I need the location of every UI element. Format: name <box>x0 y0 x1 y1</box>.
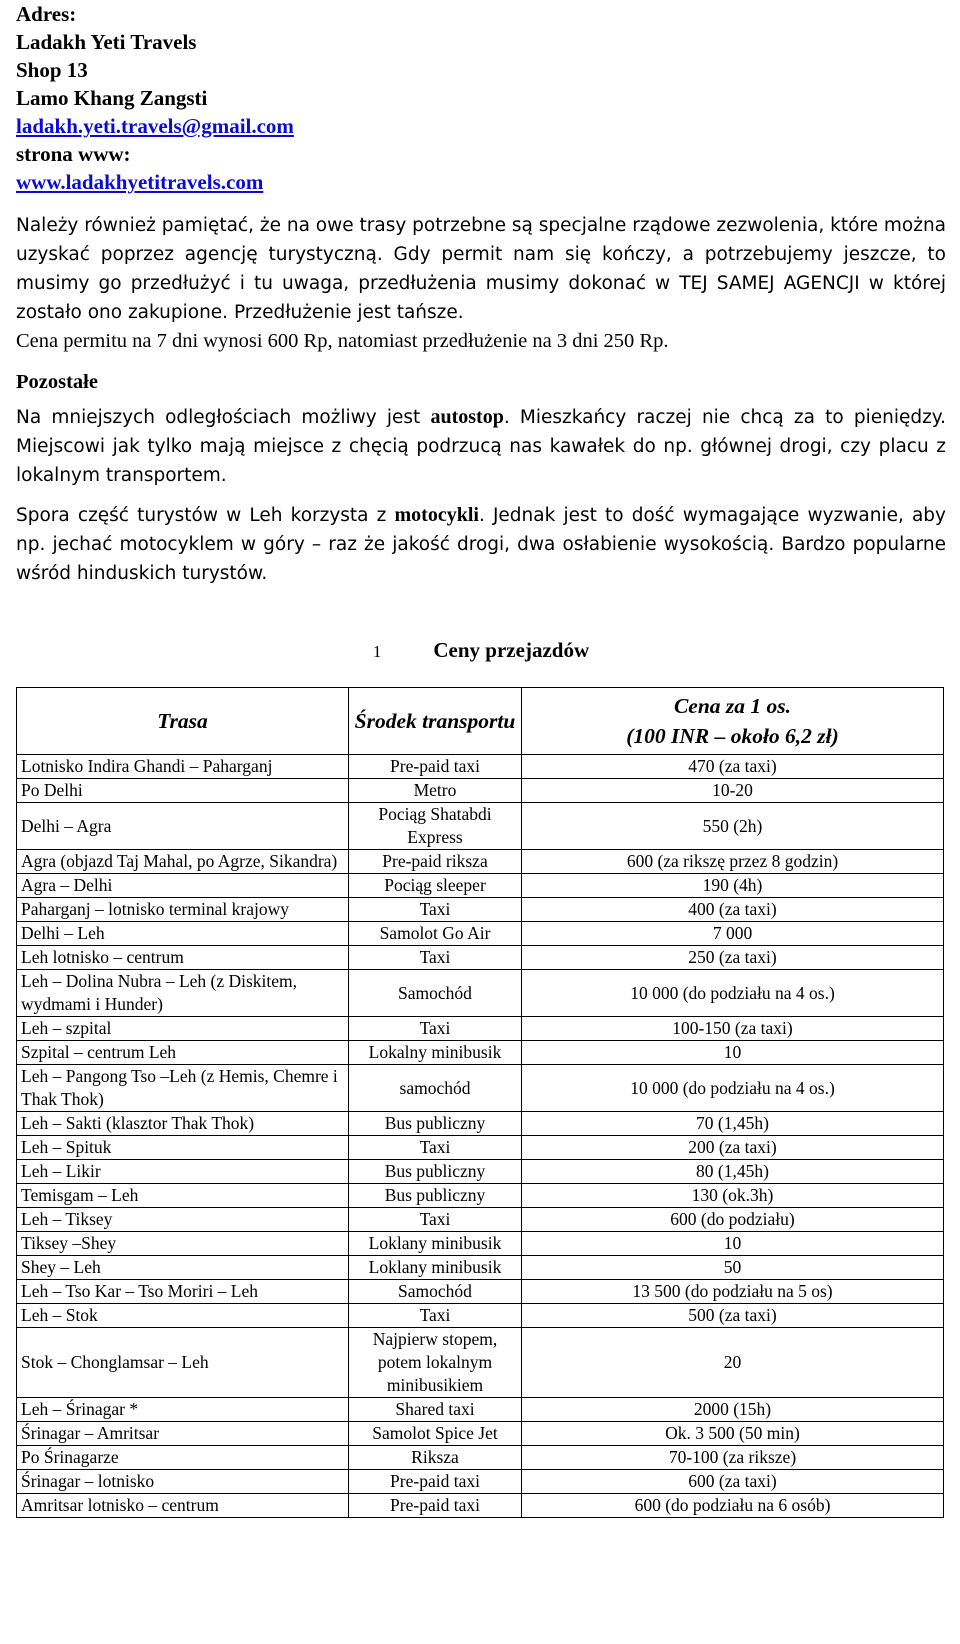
cell-route: Lotnisko Indira Ghandi – Paharganj <box>17 755 349 779</box>
cell-price: 600 (do podziału) <box>522 1208 944 1232</box>
cell-route: Leh – Sakti (klasztor Thak Thok) <box>17 1112 349 1136</box>
cell-transport: Samochód <box>349 970 522 1017</box>
cell-transport: Loklany minibusik <box>349 1256 522 1280</box>
cell-transport: Pre-paid riksza <box>349 850 522 874</box>
table-row <box>17 898 944 922</box>
cell-transport: Pociąg sleeper <box>349 874 522 898</box>
cell-price: 130 (ok.3h) <box>522 1184 944 1208</box>
cell-route: Szpital – centrum Leh <box>17 1041 349 1065</box>
cell-route: Śrinagar – lotnisko <box>17 1470 349 1494</box>
table-row <box>17 874 944 898</box>
table-row <box>17 922 944 946</box>
cell-price: 470 (za taxi) <box>522 755 944 779</box>
header-price <box>522 688 944 755</box>
cell-route: Agra – Delhi <box>17 874 349 898</box>
table-row <box>17 1494 944 1518</box>
table-row <box>17 1112 944 1136</box>
agency-street: Lamo Khang Zangsti <box>16 86 208 110</box>
cell-price: 10 000 (do podziału na 4 os.) <box>522 1065 944 1112</box>
table-row <box>17 1304 944 1328</box>
cell-transport: Shared taxi <box>349 1398 522 1422</box>
cell-transport: samochód <box>349 1065 522 1112</box>
cell-transport: Taxi <box>349 1136 522 1160</box>
table-row <box>17 1470 944 1494</box>
cell-route: Amritsar lotnisko – centrum <box>17 1494 349 1518</box>
cell-route: Leh lotnisko – centrum <box>17 946 349 970</box>
moto-text-end: . Jednak jest to dość wymagające wyzwanie, aby np. jechać motocyklem w góry – raz że jakość drogi, dwa osłabienie wysokością. Bardzo popularne wśród hinduskich turystów. <box>16 505 946 584</box>
table-row <box>17 1256 944 1280</box>
cell-transport: Taxi <box>349 1017 522 1041</box>
address-heading: Adres: <box>16 2 77 26</box>
table-row <box>17 1017 944 1041</box>
table-row <box>17 1232 944 1256</box>
permit-paragraph: Należy również pamiętać, że na owe trasy potrzebne są specjalne rządowe zezwolenia, które można uzyskać poprzez agencję turystyczną. Gdy permit nam się kończy, a potrzebujemy jeszcze, to musimy go przedłużyć i tu uwaga, przedłużenia musimy dokonać w TEJ SAMEJ AGENCJI w której zostało ono zakupione. Przedłużenie jest tańsze. <box>16 215 947 323</box>
cell-price: 190 (4h) <box>522 874 944 898</box>
header-price-line2: (100 INR – około 6,2 zł) <box>626 724 839 748</box>
cell-route: Leh – Pangong Tso –Leh (z Hemis, Chemre i Thak Thok) <box>17 1065 349 1112</box>
table-row <box>17 803 944 850</box>
table-row <box>17 1422 944 1446</box>
cell-transport: Bus publiczny <box>349 1112 522 1136</box>
cell-route: Leh – Tiksey <box>17 1208 349 1232</box>
section-title <box>16 638 946 663</box>
cell-price: 10 000 (do podziału na 4 os.) <box>522 970 944 1017</box>
cell-price: 100-150 (za taxi) <box>522 1017 944 1041</box>
cell-price: 600 (do podziału na 6 osób) <box>522 1494 944 1518</box>
table-row <box>17 1398 944 1422</box>
price-table <box>16 687 944 1518</box>
hitch-text-end: . Mieszkańcy raczej nie chcą za to pieniędzy. Miejscowi jak tylko mają miejsce z chęcią podrzucą nas kawałek do np. głównej drogi, czy placu z lokalnym transportem. <box>16 407 946 486</box>
table-row <box>17 946 944 970</box>
section-title-text: Ceny przejazdów <box>433 638 590 662</box>
website-link[interactable]: www.ladakhyetitravels.com <box>16 170 264 194</box>
cell-transport: Taxi <box>349 1208 522 1232</box>
cell-route: Delhi – Agra <box>17 803 349 850</box>
cell-price: 500 (za taxi) <box>522 1304 944 1328</box>
email-link[interactable]: ladakh.yeti.travels@gmail.com <box>16 114 294 138</box>
cell-route: Shey – Leh <box>17 1256 349 1280</box>
table-row <box>17 755 944 779</box>
table-row <box>17 1208 944 1232</box>
cell-route: Temisgam – Leh <box>17 1184 349 1208</box>
cell-route: Leh – Tso Kar – Tso Moriri – Leh <box>17 1280 349 1304</box>
header-transport: Środek transportu <box>349 688 522 755</box>
cell-route: Delhi – Leh <box>17 922 349 946</box>
cell-price: 550 (2h) <box>522 803 944 850</box>
cell-price: Ok. 3 500 (50 min) <box>522 1422 944 1446</box>
cell-transport: Taxi <box>349 946 522 970</box>
agency-shop: Shop 13 <box>16 58 88 82</box>
cell-price: 70-100 (za riksze) <box>522 1446 944 1470</box>
agency-name: Ladakh Yeti Travels <box>16 30 197 54</box>
cell-transport: Najpierw stopem, potem lokalnym minibusikiem <box>349 1328 522 1398</box>
cell-price: 600 (za taxi) <box>522 1470 944 1494</box>
table-row <box>17 970 944 1017</box>
cell-price: 70 (1,45h) <box>522 1112 944 1136</box>
permit-price-paragraph: Cena permitu na 7 dni wynosi 600 Rp, natomiast przedłużenie na 3 dni 250 Rp. <box>16 330 669 352</box>
cell-transport: Samochód <box>349 1280 522 1304</box>
cell-route: Leh – szpital <box>17 1017 349 1041</box>
cell-price: 10-20 <box>522 779 944 803</box>
cell-transport: Bus publiczny <box>349 1184 522 1208</box>
cell-transport: Loklany minibusik <box>349 1232 522 1256</box>
address-block <box>16 0 946 196</box>
table-row <box>17 1041 944 1065</box>
cell-transport: Metro <box>349 779 522 803</box>
cell-route: Leh – Dolina Nubra – Leh (z Diskitem, wydmami i Hunder) <box>17 970 349 1017</box>
table-row <box>17 1328 944 1398</box>
cell-price: 200 (za taxi) <box>522 1136 944 1160</box>
cell-route: Stok – Chonglamsar – Leh <box>17 1328 349 1398</box>
cell-price: 7 000 <box>522 922 944 946</box>
table-row <box>17 1446 944 1470</box>
cell-transport: Pre-paid taxi <box>349 1470 522 1494</box>
header-route: Trasa <box>17 688 349 755</box>
cell-transport: Pre-paid taxi <box>349 755 522 779</box>
cell-transport: Pociąg Shatabdi Express <box>349 803 522 850</box>
table-row <box>17 1160 944 1184</box>
cell-transport: Pre-paid taxi <box>349 1494 522 1518</box>
cell-route: Agra (objazd Taj Mahal, po Agrze, Sikandra) <box>17 850 349 874</box>
hitchhiking-paragraph <box>16 403 946 490</box>
cell-route: Po Delhi <box>17 779 349 803</box>
hitch-text-start: Na mniejszych odległościach możliwy jest <box>16 407 431 428</box>
section-number: 1 <box>372 642 382 661</box>
cell-transport: Taxi <box>349 898 522 922</box>
cell-price: 50 <box>522 1256 944 1280</box>
table-row <box>17 1136 944 1160</box>
cell-price: 13 500 (do podziału na 5 os) <box>522 1280 944 1304</box>
cell-price: 2000 (15h) <box>522 1398 944 1422</box>
cell-route: Po Śrinagarze <box>17 1446 349 1470</box>
header-price-line1: Cena za 1 os. <box>673 694 792 718</box>
table-header-row <box>17 688 944 755</box>
motorcycle-paragraph <box>16 501 946 588</box>
cell-price: 600 (za rikszę przez 8 godzin) <box>522 850 944 874</box>
cell-transport: Bus publiczny <box>349 1160 522 1184</box>
cell-route: Leh – Stok <box>17 1304 349 1328</box>
cell-price: 10 <box>522 1232 944 1256</box>
cell-transport: Taxi <box>349 1304 522 1328</box>
cell-route: Leh – Spituk <box>17 1136 349 1160</box>
cell-price: 80 (1,45h) <box>522 1160 944 1184</box>
cell-price: 400 (za taxi) <box>522 898 944 922</box>
table-row <box>17 779 944 803</box>
cell-price: 250 (za taxi) <box>522 946 944 970</box>
cell-transport: Riksza <box>349 1446 522 1470</box>
cell-price: 10 <box>522 1041 944 1065</box>
cell-route: Leh – Likir <box>17 1160 349 1184</box>
table-row <box>17 1184 944 1208</box>
hitch-bold: autostop <box>430 406 504 428</box>
table-row <box>17 1065 944 1112</box>
document-page <box>16 0 947 1515</box>
cell-route: Tiksey –Shey <box>17 1232 349 1256</box>
cell-transport: Samolot Spice Jet <box>349 1422 522 1446</box>
cell-route: Śrinagar – Amritsar <box>17 1422 349 1446</box>
cell-transport: Samolot Go Air <box>349 922 522 946</box>
cell-price: 20 <box>522 1328 944 1398</box>
cell-transport: Lokalny minibusik <box>349 1041 522 1065</box>
cell-route: Paharganj – lotnisko terminal krajowy <box>17 898 349 922</box>
www-label: strona www: <box>16 142 131 166</box>
table-row <box>17 1280 944 1304</box>
cell-route: Leh – Śrinagar * <box>17 1398 349 1422</box>
table-row <box>17 850 944 874</box>
other-heading: Pozostałe <box>16 371 98 393</box>
moto-bold: motocykli <box>394 504 479 526</box>
moto-text-start: Spora część turystów w Leh korzysta z <box>16 505 395 526</box>
